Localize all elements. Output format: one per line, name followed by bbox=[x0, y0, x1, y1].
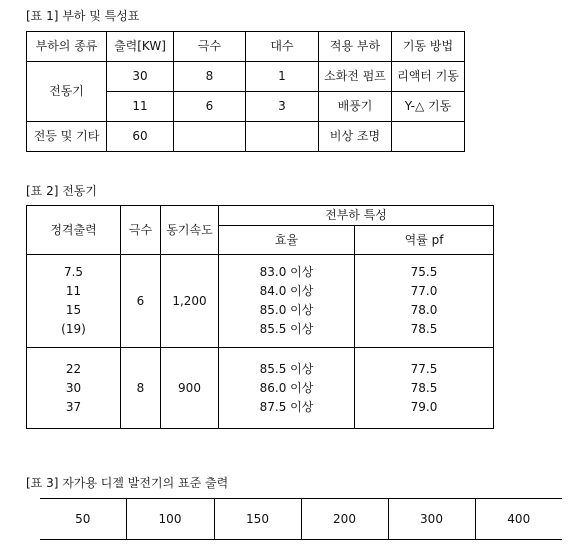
power-factor-value: 77.5 bbox=[410, 361, 438, 376]
header-load-type: 부하의 종류 bbox=[27, 32, 107, 62]
header-full-load: 전부하 특성 bbox=[219, 206, 494, 226]
table-row bbox=[27, 122, 465, 152]
power-factor-group bbox=[355, 348, 494, 429]
generator-output-value: 400 bbox=[475, 499, 562, 540]
cell-count bbox=[246, 122, 319, 152]
rated-output-group bbox=[27, 255, 121, 348]
power-factor-value: 79.0 bbox=[410, 399, 438, 414]
cell-count: 3 bbox=[246, 92, 319, 122]
motor-label: 전동기 bbox=[27, 62, 107, 122]
table-row bbox=[27, 348, 494, 429]
load-characteristics-table bbox=[26, 31, 465, 152]
motor-table bbox=[26, 205, 494, 429]
header-start-method: 기동 방법 bbox=[392, 32, 465, 62]
cell-method: Y-△ 기동 bbox=[392, 92, 465, 122]
header-rated-output: 정격출력 bbox=[27, 206, 121, 255]
table2-caption: [표 2] 전동기 bbox=[26, 184, 97, 198]
cell-poles: 6 bbox=[174, 92, 246, 122]
rated-output-value: (19) bbox=[61, 322, 86, 336]
rated-output-value: 15 bbox=[65, 303, 82, 317]
rated-output-value: 7.5 bbox=[63, 265, 84, 279]
generator-output-table bbox=[40, 498, 562, 540]
sync-speed-value: 900 bbox=[161, 348, 219, 429]
cell-load: 소화전 펌프 bbox=[319, 62, 392, 92]
rated-output-value: 37 bbox=[65, 399, 82, 414]
rated-output-value: 11 bbox=[65, 284, 82, 298]
efficiency-value: 83.0 이상 bbox=[259, 265, 314, 279]
power-factor-value: 78.0 bbox=[410, 303, 438, 317]
generator-output-value: 150 bbox=[214, 499, 301, 540]
header-applied-load: 적용 부하 bbox=[319, 32, 392, 62]
table-row bbox=[27, 62, 465, 92]
efficiency-value: 86.0 이상 bbox=[259, 380, 314, 395]
header-efficiency: 효율 bbox=[219, 226, 355, 255]
power-factor-value: 78.5 bbox=[410, 322, 438, 336]
cell-poles bbox=[174, 122, 246, 152]
table-header-row bbox=[27, 206, 494, 226]
power-factor-value: 75.5 bbox=[410, 265, 438, 279]
rated-output-value: 22 bbox=[65, 361, 82, 376]
table-row bbox=[40, 499, 562, 540]
power-factor-value: 78.5 bbox=[410, 380, 438, 395]
header-sync-speed: 동기속도 bbox=[161, 206, 219, 255]
efficiency-value: 85.5 이상 bbox=[259, 361, 314, 376]
cell-load: 비상 조명 bbox=[319, 122, 392, 152]
header-poles: 극수 bbox=[174, 32, 246, 62]
header-poles: 극수 bbox=[121, 206, 161, 255]
poles-value: 8 bbox=[121, 348, 161, 429]
table1-caption: [표 1] 부하 및 특성표 bbox=[26, 9, 140, 23]
cell-method: 리액터 기동 bbox=[392, 62, 465, 92]
efficiency-group bbox=[219, 348, 355, 429]
rated-output-group bbox=[27, 348, 121, 429]
generator-output-value: 100 bbox=[126, 499, 214, 540]
cell-output: 30 bbox=[107, 62, 174, 92]
table-row bbox=[27, 255, 494, 348]
efficiency-group bbox=[219, 255, 355, 348]
table-header-row bbox=[27, 32, 465, 62]
efficiency-value: 85.0 이상 bbox=[259, 303, 314, 317]
efficiency-value: 87.5 이상 bbox=[259, 399, 314, 414]
sync-speed-value: 1,200 bbox=[161, 255, 219, 348]
generator-output-value: 50 bbox=[40, 499, 126, 540]
cell-poles: 8 bbox=[174, 62, 246, 92]
cell-output: 60 bbox=[107, 122, 174, 152]
efficiency-value: 85.5 이상 bbox=[259, 322, 314, 336]
header-power-factor: 역률 pf bbox=[355, 226, 494, 255]
power-factor-value: 77.0 bbox=[410, 284, 438, 298]
cell-count: 1 bbox=[246, 62, 319, 92]
header-output: 출력[KW] bbox=[107, 32, 174, 62]
efficiency-value: 84.0 이상 bbox=[259, 284, 314, 298]
generator-output-value: 300 bbox=[388, 499, 475, 540]
cell-load-type: 전등 및 기타 bbox=[27, 122, 107, 152]
cell-method bbox=[392, 122, 465, 152]
header-count: 대수 bbox=[246, 32, 319, 62]
power-factor-group bbox=[355, 255, 494, 348]
cell-output: 11 bbox=[107, 92, 174, 122]
generator-output-value: 200 bbox=[301, 499, 388, 540]
table3-caption: [표 3] 자가용 디젤 발전기의 표준 출력 bbox=[26, 476, 229, 490]
poles-value: 6 bbox=[121, 255, 161, 348]
cell-load: 배풍기 bbox=[319, 92, 392, 122]
rated-output-value: 30 bbox=[65, 380, 82, 395]
